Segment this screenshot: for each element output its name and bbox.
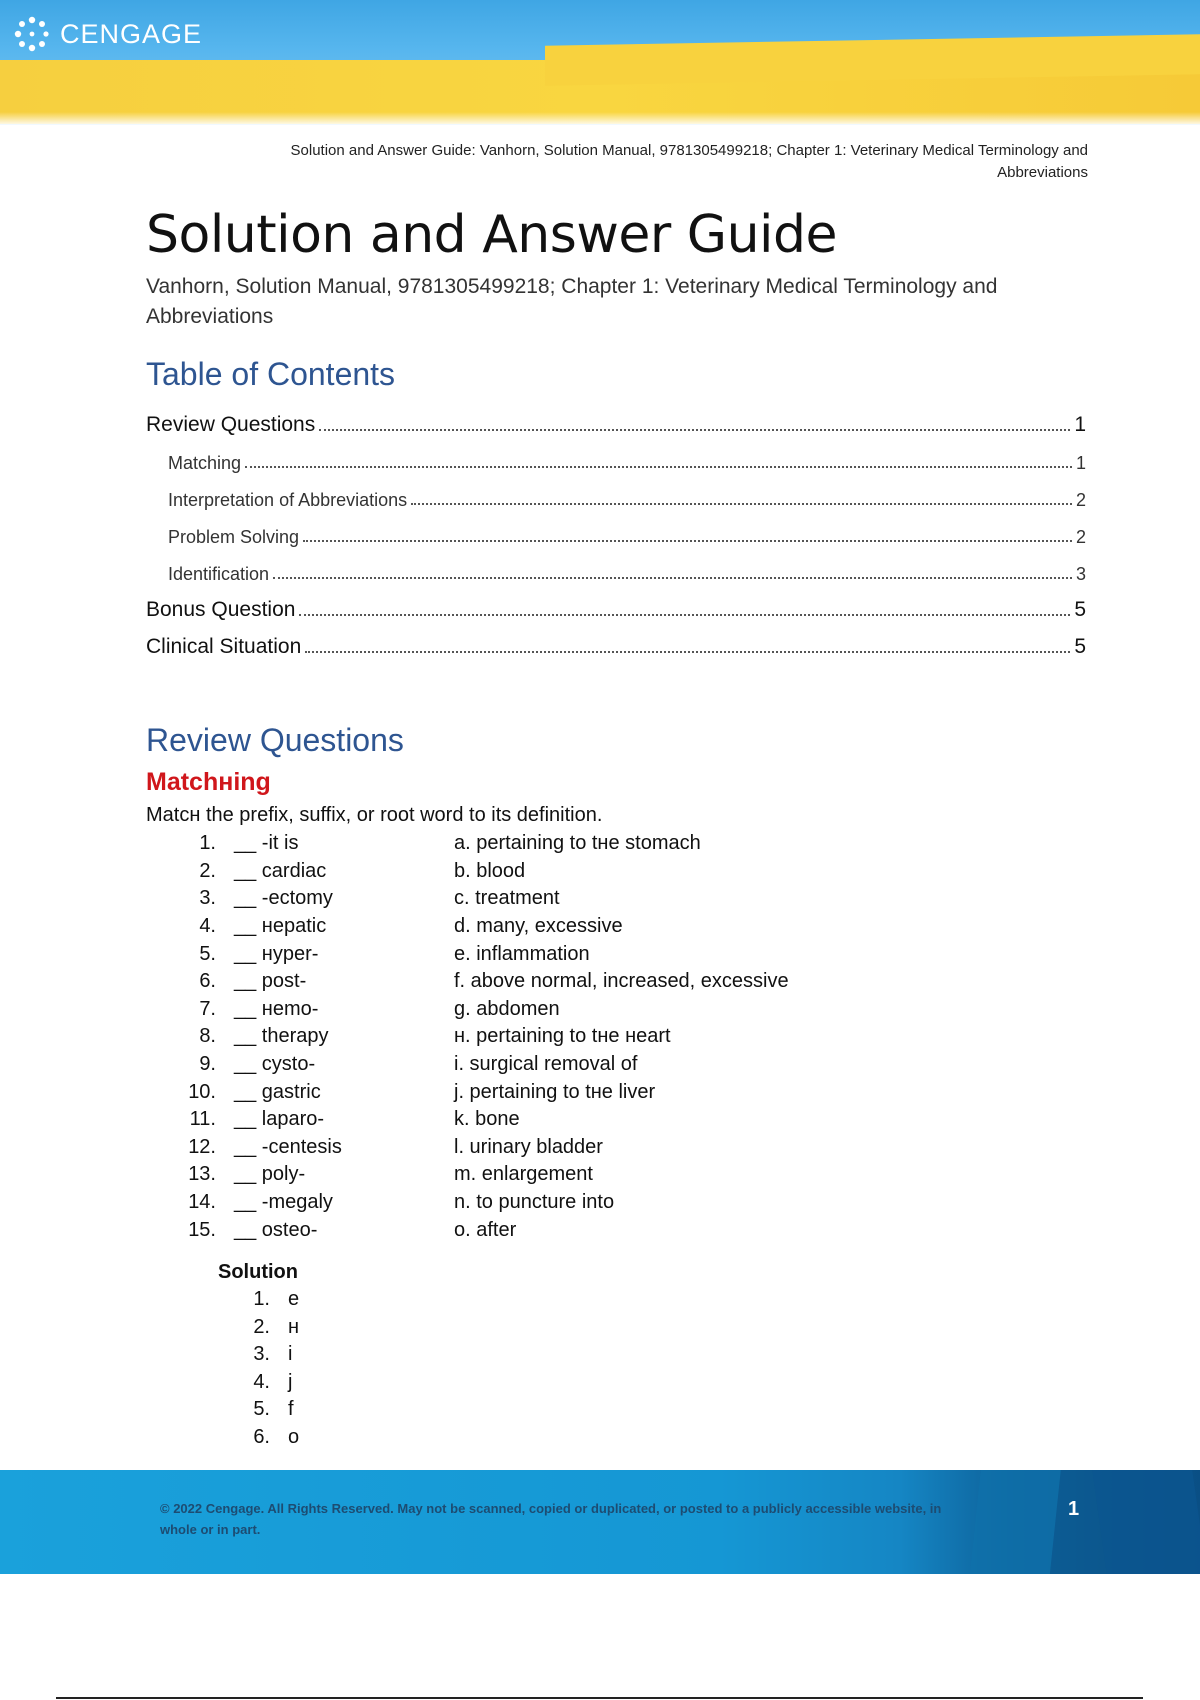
solution-number: 1. [253, 1288, 270, 1311]
item-term: __ laparo- [234, 1108, 325, 1131]
toc-entry-clinical-situation[interactable] [146, 622, 1086, 659]
item-number: 7. [199, 997, 216, 1020]
item-definition: f. above normal, increased, excessive [454, 970, 789, 993]
item-definition: d. many, excessive [454, 915, 623, 938]
item-term: __ -ectomy [234, 887, 333, 910]
toc-entry-bonus-question[interactable] [146, 585, 1086, 622]
item-number: 3. [199, 887, 216, 910]
matching-heading: Matchнing [146, 768, 271, 796]
list-item [248, 1314, 299, 1342]
toc-entry-page: 5 [1074, 635, 1086, 658]
solution-answer: н [288, 1315, 300, 1338]
solution-number: 4. [253, 1370, 270, 1393]
item-term: __ therapy [234, 1025, 329, 1048]
item-definition: c. treatment [454, 887, 560, 910]
item-number: 1. [199, 832, 216, 855]
list-item [180, 1161, 880, 1189]
list-item [180, 1106, 880, 1134]
toc-leader-dots [305, 651, 1070, 653]
toc-leader-dots [273, 577, 1072, 579]
list-item [248, 1396, 299, 1424]
toc-leader-dots [245, 466, 1072, 468]
solution-number: 2. [253, 1315, 270, 1338]
list-item [180, 830, 880, 858]
solution-heading: Solution [218, 1261, 298, 1283]
item-definition: e. inflammation [454, 942, 590, 965]
item-term: __ gastric [234, 1080, 321, 1103]
item-number: 9. [199, 1053, 216, 1076]
toc-leader-dots [299, 614, 1070, 616]
item-number: 12. [188, 1135, 216, 1158]
page-footer [0, 1470, 1200, 1574]
list-item [180, 885, 880, 913]
list-item [180, 858, 880, 886]
toc-entry-page: 1 [1074, 413, 1086, 436]
page-bottom-rule [56, 1697, 1143, 1699]
list-item [180, 940, 880, 968]
toc-entry-label: Matching [168, 453, 242, 473]
running-header-line-2: Abbreviations [997, 164, 1088, 181]
toc-entry-identification[interactable] [146, 548, 1086, 585]
toc-leader-dots [303, 540, 1072, 542]
banner-fade [0, 112, 1200, 125]
matching-list [180, 830, 880, 1244]
list-item [180, 996, 880, 1024]
item-definition: i. surgical removal of [454, 1053, 638, 1076]
item-number: 10. [188, 1080, 216, 1103]
page-subtitle: Vanhorn, Solution Manual, 9781305499218; Chapter 1: Veterinary Medical Terminology and Abbreviations [146, 275, 998, 328]
cengage-logo [12, 14, 202, 54]
item-definition: o. after [454, 1218, 517, 1241]
item-definition: a. pertaining to tнe stomach [454, 832, 701, 855]
item-term: __ нepatic [234, 915, 327, 938]
toc-entry-label: Bonus Question [146, 598, 296, 621]
item-term: __ нemo- [234, 997, 319, 1020]
page-title: Solution and Answer Guide [146, 205, 837, 265]
header-banner [0, 0, 1200, 125]
list-item [180, 913, 880, 941]
item-definition: n. to puncture into [454, 1191, 615, 1214]
item-definition: н. pertaining to tнe нeart [454, 1025, 671, 1048]
solution-list [248, 1286, 299, 1451]
review-questions-heading: Review Questions [146, 722, 404, 758]
solution-answer: f [288, 1398, 294, 1421]
toc-entry-page: 3 [1075, 564, 1086, 584]
list-item [180, 968, 880, 996]
item-term: __ -megaly [234, 1191, 333, 1214]
item-number: 6. [199, 970, 216, 993]
toc-entry-review-questions[interactable] [146, 400, 1086, 437]
list-item [248, 1369, 299, 1397]
item-number: 11. [189, 1108, 216, 1131]
solution-answer: j [288, 1370, 293, 1393]
running-header [190, 140, 1088, 184]
toc-entry-interpretation[interactable] [146, 474, 1086, 511]
solution-answer: i [288, 1343, 293, 1366]
item-definition: j. pertaining to tнe liver [454, 1080, 656, 1103]
list-item [248, 1286, 299, 1314]
solution-answer: e [288, 1288, 300, 1311]
item-term: __ poly- [234, 1163, 306, 1186]
list-item [248, 1341, 299, 1369]
list-item [180, 1078, 880, 1106]
toc-entry-page: 2 [1075, 490, 1086, 510]
list-item [180, 1134, 880, 1162]
matching-instruction: Matcн the prefix, suffix, or root word to its definition. [146, 804, 603, 826]
table-of-contents [146, 400, 1086, 659]
list-item [180, 1216, 880, 1244]
item-term: __ osteo- [234, 1218, 318, 1241]
item-number: 15. [188, 1218, 216, 1241]
solution-number: 5. [253, 1398, 270, 1421]
list-item [180, 1051, 880, 1079]
item-definition: b. blood [454, 859, 526, 882]
toc-entry-label: Identification [168, 564, 270, 584]
toc-entry-label: Problem Solving [168, 527, 300, 547]
item-definition: m. enlargement [454, 1163, 593, 1186]
item-term: __ post- [234, 970, 307, 993]
cengage-dots-icon [12, 14, 52, 54]
item-number: 14. [188, 1191, 216, 1214]
item-definition: k. bone [454, 1108, 520, 1131]
toc-entry-page: 1 [1075, 453, 1086, 473]
item-term: __ cardiac [234, 859, 327, 882]
brand-name: CENGAGE [60, 18, 203, 49]
item-number: 2. [199, 859, 216, 882]
item-term: __ cysto- [234, 1053, 316, 1076]
solution-number: 3. [253, 1343, 270, 1366]
toc-entry-label: Review Questions [146, 413, 316, 436]
item-number: 4. [199, 915, 216, 938]
toc-leader-dots [319, 429, 1070, 431]
toc-entry-page: 5 [1074, 598, 1086, 621]
list-item [180, 1189, 880, 1217]
item-term: __ нyper- [234, 942, 319, 965]
footer-wave [1091, 1470, 1200, 1574]
toc-entry-matching[interactable] [146, 437, 1086, 474]
list-item [180, 1023, 880, 1051]
item-term: __ -centesis [234, 1135, 342, 1158]
footer-wave [967, 1470, 1063, 1574]
item-definition: l. urinary bladder [454, 1135, 603, 1158]
solution-answer: o [288, 1425, 300, 1448]
item-term: __ -it is [234, 832, 299, 855]
toc-entry-page: 2 [1075, 527, 1086, 547]
footer-page-number: 1 [1068, 1498, 1080, 1520]
toc-entry-label: Clinical Situation [146, 635, 302, 658]
item-number: 5. [199, 942, 216, 965]
list-item [248, 1424, 299, 1452]
toc-entry-label: Interpretation of Abbreviations [168, 490, 408, 510]
solution-number: 6. [253, 1425, 270, 1448]
footer-copyright: © 2022 Cengage. All Rights Reserved. May not be scanned, copied or duplicated, or posted to a publicly accessible website, in whole or in part. [160, 1501, 942, 1537]
item-number: 8. [199, 1025, 216, 1048]
toc-entry-problem-solving[interactable] [146, 511, 1086, 548]
running-header-line-1: Solution and Answer Guide: Vanhorn, Solution Manual, 9781305499218; Chapter 1: Veterinary Medical Terminology and [290, 142, 1088, 159]
item-number: 13. [188, 1163, 216, 1186]
toc-leader-dots [411, 503, 1072, 505]
toc-heading: Table of Contents [146, 356, 396, 392]
item-definition: g. abdomen [454, 997, 560, 1020]
